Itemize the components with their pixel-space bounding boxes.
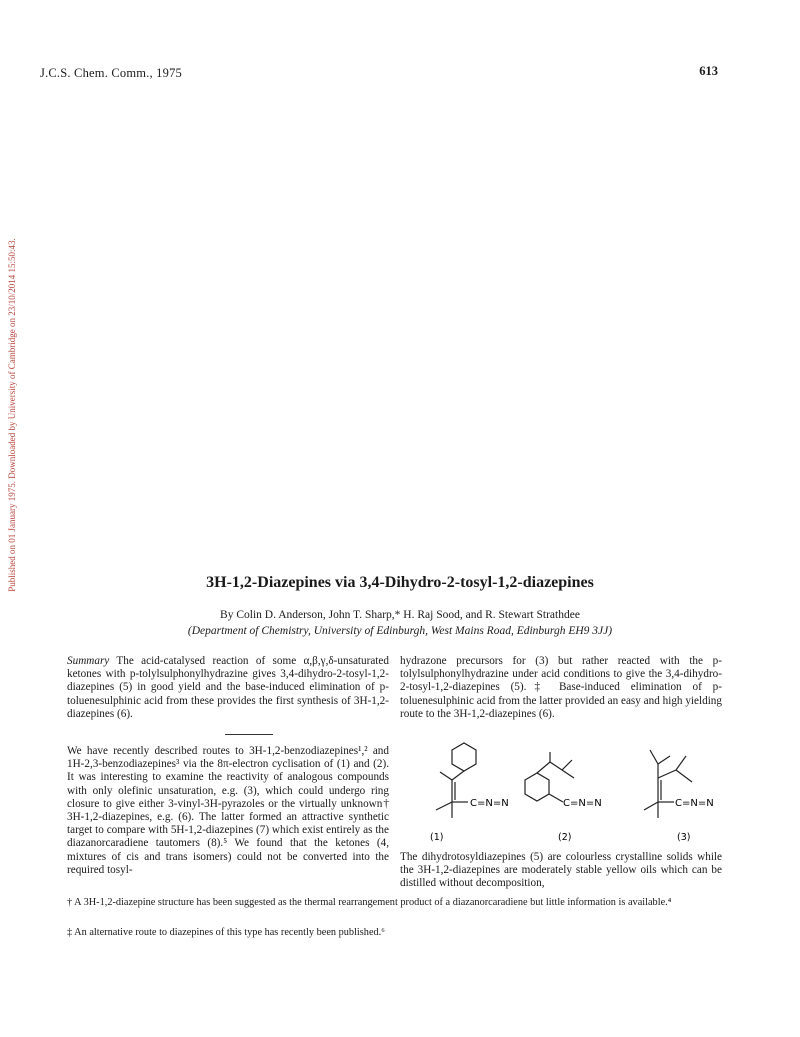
footnote-dagger: † A 3H-1,2-diazepine structure has been suggested as the thermal rearrangement product of a diazanorcaradiene but little information is available.⁴: [67, 897, 672, 908]
summary-left-text: The acid-catalysed reaction of some α,β,γ,δ-unsaturated ketones with p-tolylsulphonylhydrazine gives 3,4-dihydro-2-tosyl-1,2-diazepines (5) in good yield and the base-induced elimination of p-toluenesulphinic acid from these provides the first synthesis of 3H-1,2-diazepines (6).: [67, 655, 389, 720]
diazo-group-3: C=N=N: [675, 798, 714, 809]
section-divider: [225, 734, 273, 735]
body-left-column: We have recently described routes to 3H-1,2-benzodiazepines¹,² and 1H-2,3-benzodiazepines³ via the 8π-electron cyclisation of (1) and (2). It was interesting to examine the reactivity of analogous compounds with only olefinic unsaturation, e.g. (3), which could undergo ring closure to give either 3-vinyl-3H-pyrazoles or the virtually unknown† 3H-1,2-diazepines, e.g. (6). The latter formed an attractive synthetic target to compare with 5H-1,2-diazepines (7) which exist entirely as the diazanorcaradiene tautomers (8).⁵ We found that the ketones (4, mixtures of cis and trans isomers) could not be converted into the required tosyl-: [67, 745, 389, 876]
download-watermark: Published on 01 January 1975. Downloaded by University of Cambridge on 23/10/2014 15:50:43.: [7, 238, 17, 592]
structure-label-3: (3): [677, 832, 691, 843]
diazo-group-1: C=N=N: [470, 798, 509, 809]
summary-left-column: [67, 655, 389, 721]
structure-label-1: (1): [430, 832, 444, 843]
author-list: By Colin D. Anderson, John T. Sharp,* H. Raj Sood, and R. Stewart Strathdee: [220, 609, 580, 621]
structure-2: [525, 752, 574, 802]
footnote-double-dagger: ‡ An alternative route to diazepines of this type has recently been published.⁶: [67, 927, 385, 938]
page-number: 613: [699, 64, 718, 78]
summary-label: Summary: [67, 655, 110, 667]
article-title: 3H-1,2-Diazepines via 3,4-Dihydro-2-tosyl-1,2-diazepines: [206, 574, 594, 591]
summary-right-column: hydrazone precursors for (3) but rather reacted with the p-tolylsulphonylhydrazine under acid conditions to give the 3,4-dihydro-2-tosyl-1,2-diazepines (5).‡ Base-induced elimination of p-toluenesulphinic acid from the latter provided an easy and high yielding route to the 3H-1,2-diazepines (6).: [400, 655, 722, 720]
affiliation: (Department of Chemistry, University of Edinburgh, West Mains Road, Edinburgh EH9 3JJ): [187, 625, 613, 637]
diazo-group-2: C=N=N: [563, 798, 602, 809]
journal-header: J.C.S. Chem. Comm., 1975: [40, 66, 182, 80]
body-right-column: The dihydrotosyldiazepines (5) are colourless crystalline solids while the 3H-1,2-diazepines are moderately stable yellow oils which can be distilled without decomposition,: [400, 851, 722, 890]
chemical-structures-figure: [400, 740, 730, 845]
structure-label-2: (2): [558, 832, 572, 843]
